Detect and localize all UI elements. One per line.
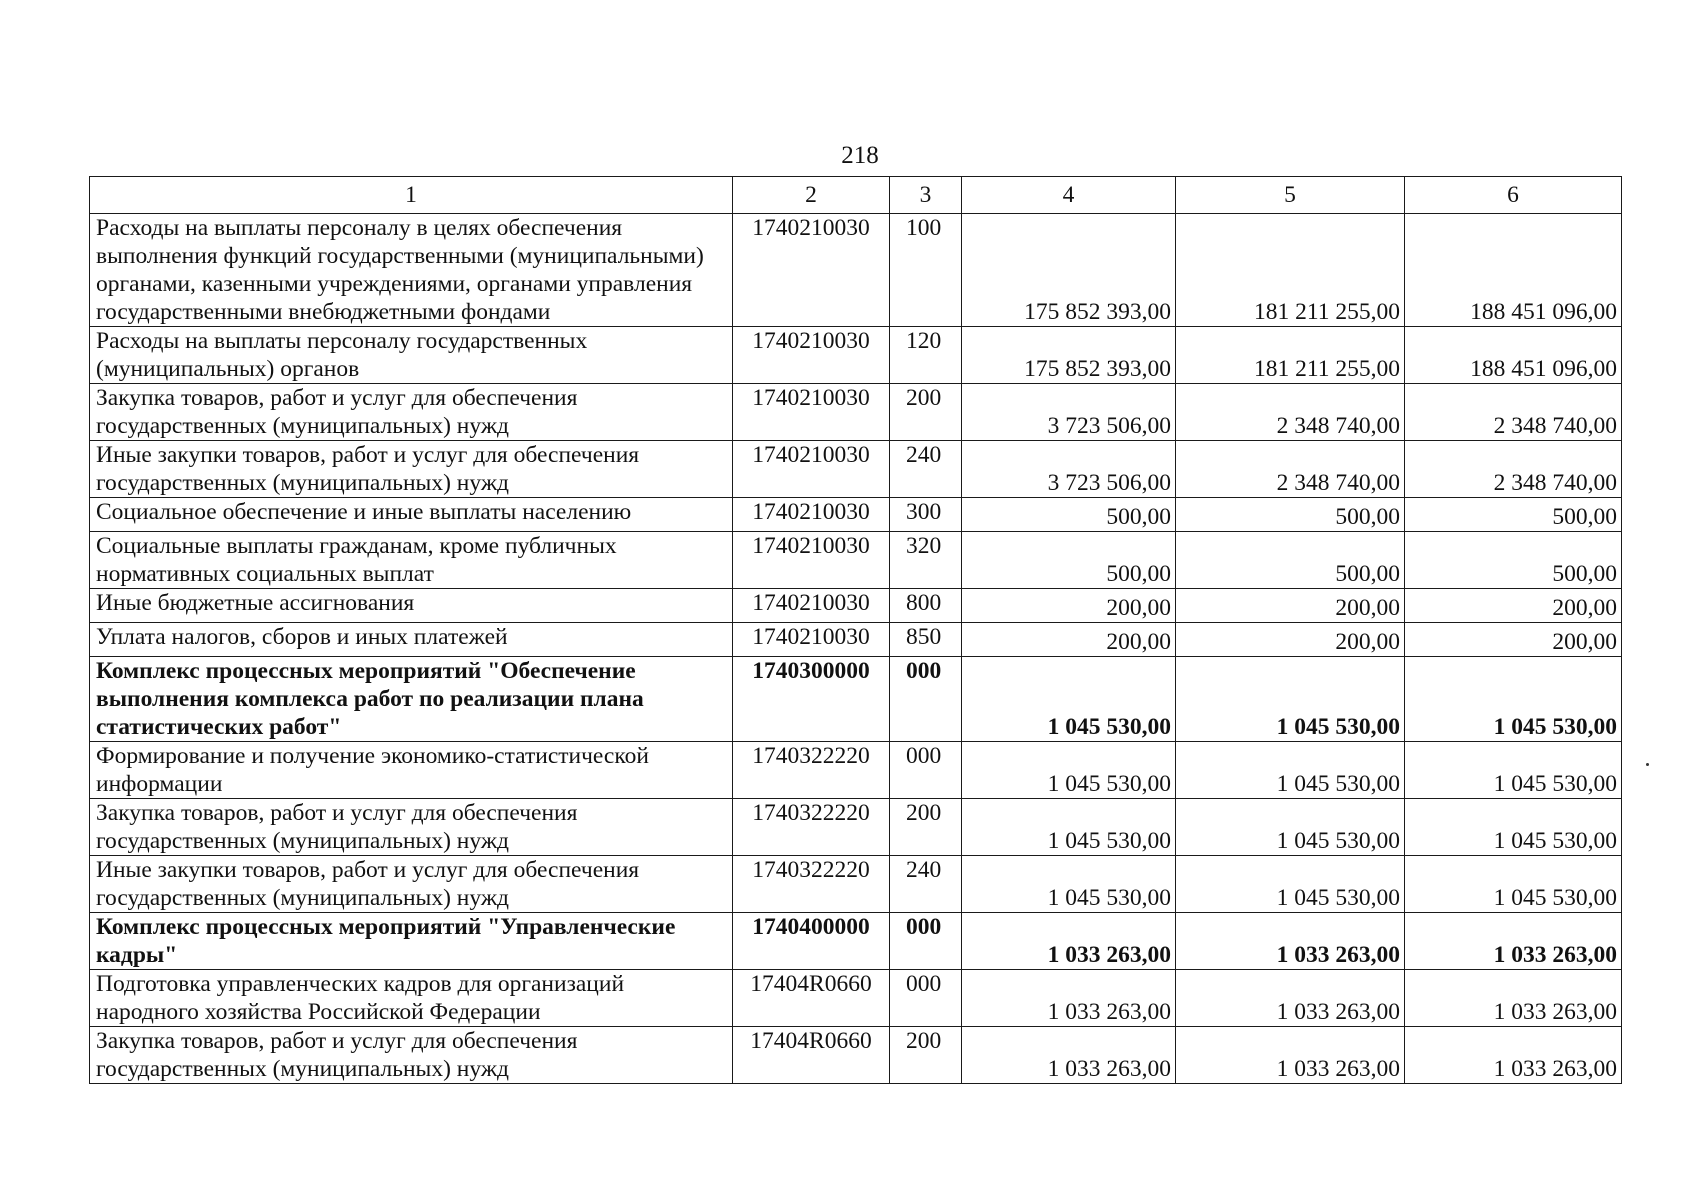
header-cell: 2	[733, 177, 890, 214]
table-row	[90, 532, 1622, 589]
row-type-cell: 000	[890, 970, 962, 1027]
row-value-col4: 1 033 263,00	[962, 1027, 1176, 1084]
row-type-cell: 000	[890, 657, 962, 742]
row-name-cell: Расходы на выплаты персоналу государственных (муниципальных) органов	[90, 327, 733, 384]
table-row	[90, 623, 1622, 657]
row-value-col5: 1 033 263,00	[1176, 1027, 1405, 1084]
row-value-col6: 200,00	[1405, 623, 1622, 657]
row-value-col5: 1 045 530,00	[1176, 856, 1405, 913]
row-value-col5: 1 033 263,00	[1176, 970, 1405, 1027]
row-name-cell: Подготовка управленческих кадров для организаций народного хозяйства Российской Федерации	[90, 970, 733, 1027]
row-value-col6: 1 045 530,00	[1405, 742, 1622, 799]
row-type-cell: 000	[890, 913, 962, 970]
row-value-col5: 2 348 740,00	[1176, 441, 1405, 498]
row-value-col5: 500,00	[1176, 532, 1405, 589]
row-type-cell: 320	[890, 532, 962, 589]
row-value-col4: 500,00	[962, 532, 1176, 589]
header-row	[90, 177, 1622, 214]
row-name-cell: Закупка товаров, работ и услуг для обеспечения государственных (муниципальных) нужд	[90, 799, 733, 856]
row-type-cell: 300	[890, 498, 962, 532]
row-value-col4: 1 045 530,00	[962, 657, 1176, 742]
row-value-col6: 500,00	[1405, 532, 1622, 589]
row-value-col6: 1 045 530,00	[1405, 657, 1622, 742]
row-code-cell: 1740210030	[733, 214, 890, 327]
row-value-col5: 2 348 740,00	[1176, 384, 1405, 441]
table-row	[90, 441, 1622, 498]
row-code-cell: 1740210030	[733, 589, 890, 623]
row-type-cell: 200	[890, 799, 962, 856]
row-value-col6: 188 451 096,00	[1405, 327, 1622, 384]
row-value-col5: 200,00	[1176, 623, 1405, 657]
row-value-col4: 1 045 530,00	[962, 856, 1176, 913]
table-row	[90, 214, 1622, 327]
row-value-col6: 200,00	[1405, 589, 1622, 623]
row-value-col6: 1 033 263,00	[1405, 913, 1622, 970]
row-value-col6: 188 451 096,00	[1405, 214, 1622, 327]
row-name-cell: Закупка товаров, работ и услуг для обеспечения государственных (муниципальных) нужд	[90, 384, 733, 441]
row-code-cell: 1740210030	[733, 498, 890, 532]
row-name-cell: Иные закупки товаров, работ и услуг для обеспечения государственных (муниципальных) нужд	[90, 441, 733, 498]
row-value-col6: 1 033 263,00	[1405, 1027, 1622, 1084]
row-value-col4: 3 723 506,00	[962, 441, 1176, 498]
row-name-cell: Иные бюджетные ассигнования	[90, 589, 733, 623]
row-code-cell: 1740300000	[733, 657, 890, 742]
row-code-cell: 17404R0660	[733, 1027, 890, 1084]
row-type-cell: 850	[890, 623, 962, 657]
row-value-col4: 500,00	[962, 498, 1176, 532]
row-code-cell: 17404R0660	[733, 970, 890, 1027]
row-value-col5: 1 045 530,00	[1176, 742, 1405, 799]
row-code-cell: 1740322220	[733, 742, 890, 799]
row-value-col4: 1 045 530,00	[962, 799, 1176, 856]
row-name-cell: Социальное обеспечение и иные выплаты населению	[90, 498, 733, 532]
table-row	[90, 327, 1622, 384]
row-code-cell: 1740210030	[733, 532, 890, 589]
row-value-col4: 1 033 263,00	[962, 913, 1176, 970]
row-type-cell: 200	[890, 384, 962, 441]
row-code-cell: 1740210030	[733, 384, 890, 441]
row-name-cell: Уплата налогов, сборов и иных платежей	[90, 623, 733, 657]
row-value-col4: 1 033 263,00	[962, 970, 1176, 1027]
table-row	[90, 1027, 1622, 1084]
row-value-col5: 1 045 530,00	[1176, 657, 1405, 742]
header-cell: 6	[1405, 177, 1622, 214]
row-value-col6: 2 348 740,00	[1405, 384, 1622, 441]
header-cell: 4	[962, 177, 1176, 214]
row-type-cell: 200	[890, 1027, 962, 1084]
page-number: 218	[841, 142, 879, 169]
scan-speck	[1646, 763, 1649, 766]
row-value-col4: 200,00	[962, 623, 1176, 657]
row-name-cell: Закупка товаров, работ и услуг для обеспечения государственных (муниципальных) нужд	[90, 1027, 733, 1084]
table-row	[90, 384, 1622, 441]
row-code-cell: 1740400000	[733, 913, 890, 970]
header-cell: 3	[890, 177, 962, 214]
table-row	[90, 742, 1622, 799]
row-name-cell: Формирование и получение экономико-статистической информации	[90, 742, 733, 799]
row-value-col5: 181 211 255,00	[1176, 214, 1405, 327]
row-value-col6: 2 348 740,00	[1405, 441, 1622, 498]
row-type-cell: 800	[890, 589, 962, 623]
row-value-col5: 1 045 530,00	[1176, 799, 1405, 856]
row-code-cell: 1740210030	[733, 441, 890, 498]
row-name-cell: Комплекс процессных мероприятий "Управленческие кадры"	[90, 913, 733, 970]
row-value-col6: 1 045 530,00	[1405, 799, 1622, 856]
row-type-cell: 240	[890, 856, 962, 913]
row-value-col4: 3 723 506,00	[962, 384, 1176, 441]
row-code-cell: 1740210030	[733, 623, 890, 657]
row-value-col5: 500,00	[1176, 498, 1405, 532]
row-value-col5: 181 211 255,00	[1176, 327, 1405, 384]
row-value-col4: 1 045 530,00	[962, 742, 1176, 799]
row-value-col5: 200,00	[1176, 589, 1405, 623]
row-type-cell: 240	[890, 441, 962, 498]
table-row	[90, 913, 1622, 970]
row-value-col4: 175 852 393,00	[962, 214, 1176, 327]
table-row	[90, 657, 1622, 742]
row-name-cell: Иные закупки товаров, работ и услуг для обеспечения государственных (муниципальных) нужд	[90, 856, 733, 913]
table-row	[90, 856, 1622, 913]
row-value-col6: 1 033 263,00	[1405, 970, 1622, 1027]
table-row	[90, 589, 1622, 623]
row-code-cell: 1740322220	[733, 856, 890, 913]
row-code-cell: 1740322220	[733, 799, 890, 856]
row-value-col6: 1 045 530,00	[1405, 856, 1622, 913]
row-name-cell: Комплекс процессных мероприятий "Обеспечение выполнения комплекса работ по реализации плана статистических работ"	[90, 657, 733, 742]
row-code-cell: 1740210030	[733, 327, 890, 384]
row-value-col4: 175 852 393,00	[962, 327, 1176, 384]
table-row	[90, 970, 1622, 1027]
table-row	[90, 498, 1622, 532]
row-type-cell: 100	[890, 214, 962, 327]
row-name-cell: Расходы на выплаты персоналу в целях обеспечения выполнения функций государственными (муниципальными) органами, казенными учреждениями, органами управления государственными внебюджетными фондами	[90, 214, 733, 327]
budget-table	[89, 176, 1622, 1084]
header-cell: 1	[90, 177, 733, 214]
row-type-cell: 120	[890, 327, 962, 384]
row-value-col5: 1 033 263,00	[1176, 913, 1405, 970]
row-type-cell: 000	[890, 742, 962, 799]
row-value-col4: 200,00	[962, 589, 1176, 623]
header-cell: 5	[1176, 177, 1405, 214]
row-value-col6: 500,00	[1405, 498, 1622, 532]
table-row	[90, 799, 1622, 856]
row-name-cell: Социальные выплаты гражданам, кроме публичных нормативных социальных выплат	[90, 532, 733, 589]
